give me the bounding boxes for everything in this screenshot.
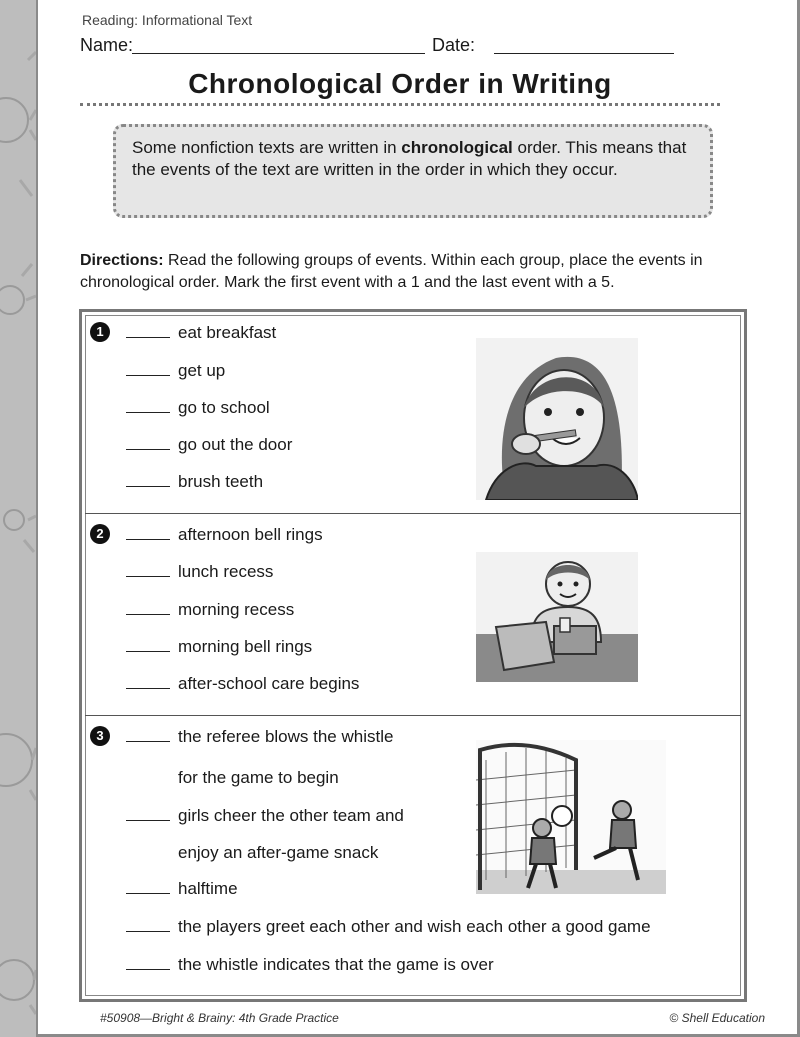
intro-text-1: Some nonfiction texts are written in bbox=[132, 138, 402, 157]
answer-blank[interactable] bbox=[126, 434, 170, 450]
footer-publication: #50908—Bright & Brainy: 4th Grade Practice bbox=[100, 1011, 339, 1025]
page-title: Chronological Order in Writing bbox=[188, 68, 612, 99]
soccer-goal-illustration bbox=[476, 740, 666, 894]
answer-blank[interactable] bbox=[126, 916, 170, 932]
decorative-side-strip bbox=[0, 0, 38, 1037]
list-item: girls cheer the other team and bbox=[126, 804, 404, 828]
answer-blank[interactable] bbox=[126, 524, 170, 540]
list-item: go to school bbox=[126, 396, 270, 420]
list-item: the referee blows the whistle bbox=[126, 725, 393, 749]
answer-blank[interactable] bbox=[126, 636, 170, 652]
list-item: morning recess bbox=[126, 598, 294, 622]
directions-label: Directions: bbox=[80, 252, 164, 269]
answer-blank[interactable] bbox=[126, 561, 170, 577]
name-date-row bbox=[80, 35, 720, 59]
directions-text: Read the following groups of events. Within each group, place the events in chronological order. Mark the first event with a 1 and the last event with a 5. bbox=[80, 252, 703, 291]
list-item: brush teeth bbox=[126, 470, 263, 494]
answer-blank[interactable] bbox=[126, 360, 170, 376]
intro-box bbox=[113, 124, 713, 218]
answer-blank[interactable] bbox=[126, 397, 170, 413]
list-item: get up bbox=[126, 359, 225, 383]
list-item: morning bell rings bbox=[126, 635, 312, 659]
boy-lunch-illustration bbox=[476, 552, 638, 682]
date-field[interactable] bbox=[494, 35, 674, 54]
list-item: eat breakfast bbox=[126, 321, 276, 345]
list-item: after-school care begins bbox=[126, 672, 359, 696]
answer-blank[interactable] bbox=[126, 471, 170, 487]
list-item: the whistle indicates that the game is over bbox=[126, 953, 494, 977]
list-item: afternoon bell rings bbox=[126, 523, 323, 547]
intro-bold-term: chronological bbox=[401, 138, 513, 157]
intro-text-2: order. This means that the events of the text are written in the order in which they occur. bbox=[132, 138, 687, 179]
group-separator bbox=[85, 715, 741, 716]
subject-label: Reading: Informational Text bbox=[82, 12, 253, 28]
answer-blank[interactable] bbox=[126, 878, 170, 894]
group-number-3: 3 bbox=[90, 726, 110, 746]
sun-pattern-icon bbox=[0, 0, 36, 1037]
name-field[interactable] bbox=[132, 35, 425, 54]
list-item-continuation: enjoy an after-game snack bbox=[178, 843, 379, 862]
group-number-1: 1 bbox=[90, 322, 110, 342]
list-item: halftime bbox=[126, 877, 238, 901]
answer-blank[interactable] bbox=[126, 726, 170, 742]
answer-blank[interactable] bbox=[126, 599, 170, 615]
answer-blank[interactable] bbox=[126, 805, 170, 821]
date-label: Date: bbox=[432, 35, 476, 55]
footer-copyright: © Shell Education bbox=[669, 1011, 765, 1025]
list-item: the players greet each other and wish each other a good game bbox=[126, 915, 651, 939]
name-label: Name: bbox=[80, 35, 134, 55]
list-item: go out the door bbox=[126, 433, 292, 457]
group-separator bbox=[85, 513, 741, 514]
directions bbox=[80, 250, 770, 294]
dotted-divider bbox=[80, 103, 720, 110]
answer-blank[interactable] bbox=[126, 673, 170, 689]
group-number-2: 2 bbox=[90, 524, 110, 544]
answer-blank[interactable] bbox=[126, 954, 170, 970]
list-item-continuation: for the game to begin bbox=[178, 768, 339, 787]
girl-brushing-teeth-illustration bbox=[476, 338, 638, 500]
list-item: lunch recess bbox=[126, 560, 273, 584]
answer-blank[interactable] bbox=[126, 322, 170, 338]
